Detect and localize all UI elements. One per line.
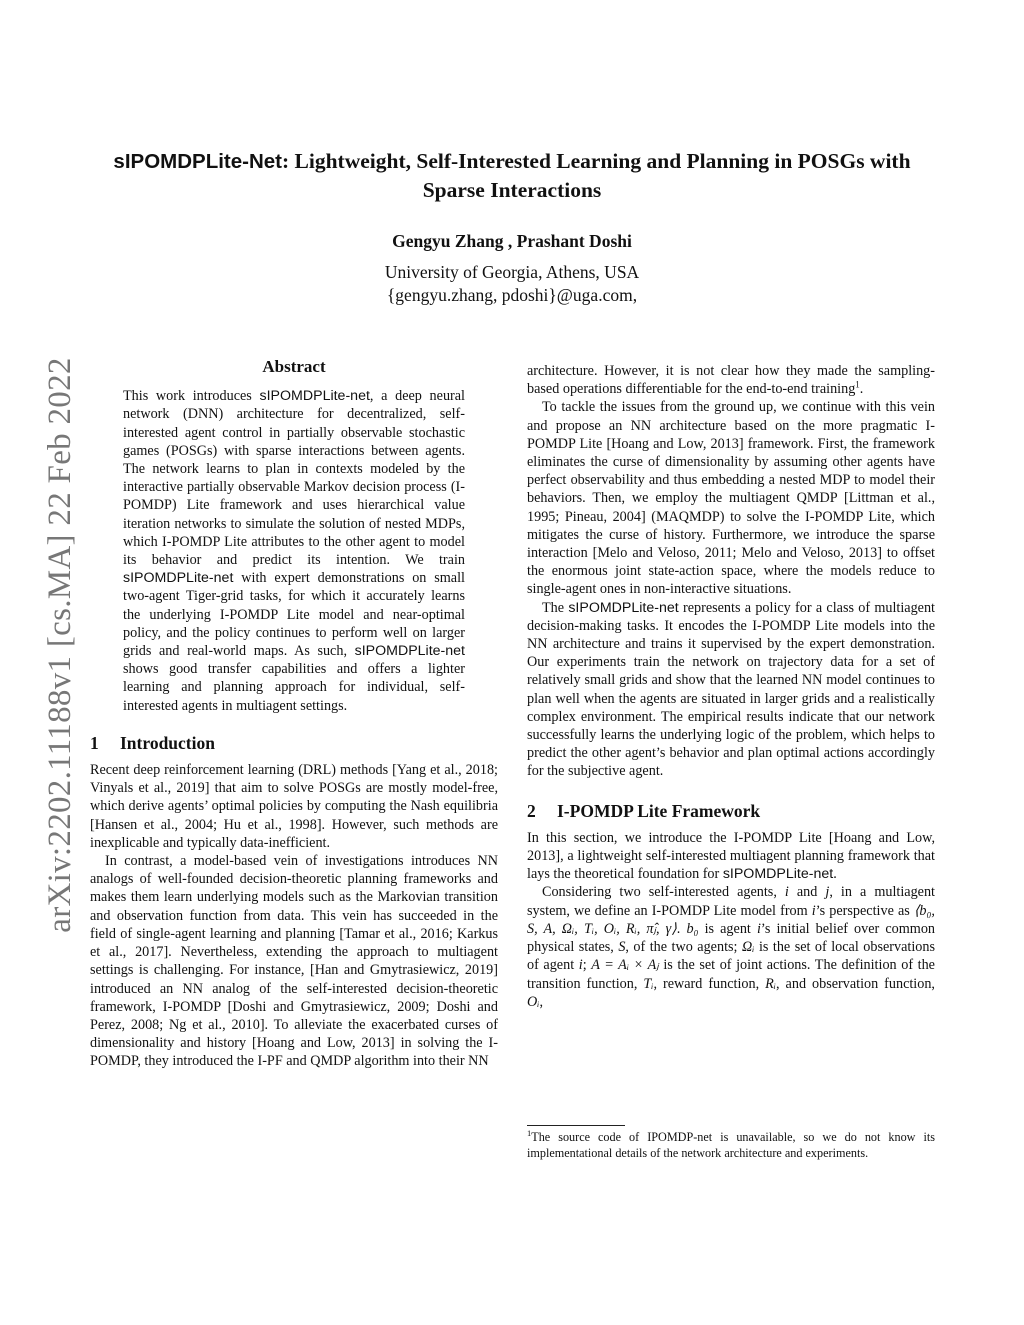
math-var: i (756, 920, 761, 937)
abstract-text: This work introduces (123, 388, 260, 405)
paragraph-text: . (833, 866, 837, 883)
math-var: j (825, 884, 830, 901)
body-paragraph (527, 829, 935, 884)
abstract-text: with expert demonstrations on small two-agent Tiger-grid tasks, for which it accurately learns the underlying I-POMDP Lite model and near-optimal policy, and the policy continues to perform well on larger grids and real-world maps. As such, (123, 570, 465, 660)
math-var: Ωᵢ (741, 939, 755, 956)
paragraph-text: , (539, 993, 544, 1010)
paragraph-text: , in a multiagent system, we define an I-POMDP Lite model from (527, 884, 935, 919)
math-var: S (618, 939, 626, 956)
abstract-body (123, 387, 465, 715)
paragraph-text: and (788, 884, 826, 901)
body-paragraph (527, 362, 935, 398)
paragraph-text: is the set of local observations of agent (527, 939, 935, 974)
footnote-text: The source code of IPOMDP-net is unavailable, so we do not know its implementational details of the network architecture and experiments. (527, 1130, 935, 1160)
paragraph-text: . (676, 920, 687, 937)
math-tuple: ⟨b₀, S, A, Ωᵢ, Tᵢ, Oᵢ, Rᵢ, π̂ⱼ, γ⟩ (527, 902, 935, 937)
body-paragraph (527, 599, 935, 781)
abstract-text: , a deep neural network (DNN) architecture for decentralized, self-interested agent control in partially observable stochastic games (POSGs) with sparse interactions between agents. The network learns to plan in contexts modeled by the interactive partially observable Markov decision process (I-POMDP) Lite framework and uses hierarchical value iteration networks to simulate the solution of nested MDPs, which I-POMDP Lite attributes to the other agent to model its behavior and predict its intention. We train (123, 388, 466, 569)
paragraph-text: ’s initial belief over common physical states, (527, 920, 936, 956)
emails: {gengyu.zhang, pdoshi}@uga.com, (386, 285, 638, 305)
right-column (527, 362, 935, 1011)
arxiv-identifier: arXiv:2202.11188v1 [cs.MA] 22 Feb 2022 (42, 357, 78, 933)
section-number: 1 (90, 732, 99, 753)
model-name: sIPOMDPLite-net (259, 388, 370, 405)
footnote-reference: 1 (855, 379, 860, 390)
footnote-mark: 1 (527, 1127, 532, 1138)
title-model-name: sIPOMDPLite-Net (113, 150, 282, 173)
math-var: b₀ (686, 920, 699, 937)
paragraph-text: is agent (698, 920, 757, 937)
body-paragraph: In contrast, a model-based vein of investigations introduces NN analogs of well-founded decision-theoretic planning frameworks and makes them learn underlying models such as the Markovian transition and observation function from data. This vein has succeeded in the field of single-agent learning and planning [Tamar et al., 2016; Karkus et al., 2017]. Nevertheless, extending the approach to multiagent settings is challenging. For instance, [Han and Gmytrasiewicz, 2019] introduced an NN analog of the self-interested decision-theoretic framework, I-POMDP [Doshi and Gmytrasiewicz, 2009; Doshi and Perez, 2008; Ng et al., 2010]. To alleviate the exacerbated curses of dimensionality and history [Hoang and Low, 2013] in solving the I-POMDP, they introduced the I-PF and QMDP algorithm into their NN (90, 853, 498, 1070)
paragraph-text: The (542, 599, 569, 616)
section-title: Introduction (120, 732, 215, 753)
paragraph-text: , reward function, (653, 975, 766, 992)
math-var: i (578, 957, 583, 974)
section-title: I-POMDP Lite Framework (557, 800, 761, 821)
section-number: 2 (527, 800, 536, 821)
paragraph-text: , and observation function, (776, 975, 935, 992)
paragraph-text: . (859, 381, 864, 398)
paper-title (100, 147, 924, 204)
body-paragraph: Recent deep reinforcement learning (DRL) methods [Yang et al., 2018; Vinyals et al., 2019] that aim to solve POSGs are mostly model-free, which derive agents’ optimal policies by computing the Nash equilibria [Hansen et al., 2004; Hu et al., 1998]. However, such methods are inexplicable and typically data-inefficient. (90, 762, 498, 851)
section-heading-introduction (90, 734, 498, 752)
math-expression: A = Aᵢ × Aⱼ (591, 957, 659, 974)
model-name: sIPOMDPLite-net (354, 643, 465, 660)
model-name: sIPOMDPLite-net (123, 570, 234, 587)
paragraph-text: architecture. However, it is not clear how they made the sampling-based operations differentiable for the end-to-end training (527, 363, 935, 398)
paragraph-text: In this section, we introduce the I-POMDP Lite [Hoang and Low, 2013], a lightweight self-interested multiagent planning framework that lays the theoretical foundation for (527, 829, 935, 883)
math-var: Rᵢ (765, 975, 777, 992)
affiliation: University of Georgia, Athens, USA (384, 262, 640, 282)
title-text: : Lightweight, Self-Interested Learning and Planning in POSGs with Sparse Interactions (282, 149, 911, 202)
math-var: Tᵢ (643, 975, 654, 992)
left-column (90, 358, 498, 1071)
paragraph-text: represents a policy for a class of multiagent decision-making tasks. It encodes the I-POMDP Lite models into the NN architecture and trains it supervised by the expert demonstration. Our experiments train the network on trajectory data for a set of relatively small grids and show that the learned NN model continues to plan well when the agents are situated in larger grids and a realistically complex environment. The empirical results indicate that our network successfully learns the underlying logic of the problem, which helps to predict the other agent’s behavior and plan optimal actions accordingly for the subjective agent. (527, 599, 936, 780)
footnote (527, 1129, 935, 1161)
abstract-text: shows good transfer capabilities and offers a lighter learning and planning approach for individual, self-interested agents in multiagent settings. (123, 661, 465, 714)
abstract-paragraph (123, 387, 465, 715)
model-name: sIPOMDPLite-net (722, 866, 834, 883)
section-heading-framework (527, 802, 935, 820)
paragraph-text: is the set of joint actions. The definition of the transition function, (527, 957, 935, 992)
paragraph-text: ’s perspective as (815, 902, 914, 919)
math-var: Oᵢ (527, 993, 540, 1010)
model-name: sIPOMDPLite-net (568, 599, 679, 616)
affiliation-block (0, 261, 1024, 307)
paragraph-text: Considering two self-interested agents, (542, 884, 785, 901)
footnote-divider (527, 1125, 625, 1126)
abstract-heading: Abstract (262, 357, 326, 376)
math-var: i (811, 902, 816, 919)
paragraph-text: ; (582, 957, 592, 974)
authors: Gengyu Zhang , Prashant Doshi (392, 231, 632, 251)
paragraph-text: , of the two agents; (625, 939, 742, 956)
body-paragraph (527, 883, 935, 1010)
math-var: i (784, 884, 789, 901)
body-paragraph: To tackle the issues from the ground up, we continue with this vein and propose an NN architecture based on the more pragmatic I-POMDP Lite [Hoang and Low, 2013] framework. First, the framework eliminates the curse of dimensionality by assuming other agents have perfect observability and thus embedding a nested MDP to model their behaviors. Then, we employ the multiagent QMDP [Littman et al., 1995; Pineau, 2004] (MAQMDP) to solve the I-POMDP Lite, which mitigates the curse of history. Furthermore, we introduce the sparse interaction [Melo and Veloso, 2011; Melo and Veloso, 2013] to offset the enormous joint state-action space, where the models reduce to single-agent ones in non-interactive situations. (527, 399, 935, 598)
